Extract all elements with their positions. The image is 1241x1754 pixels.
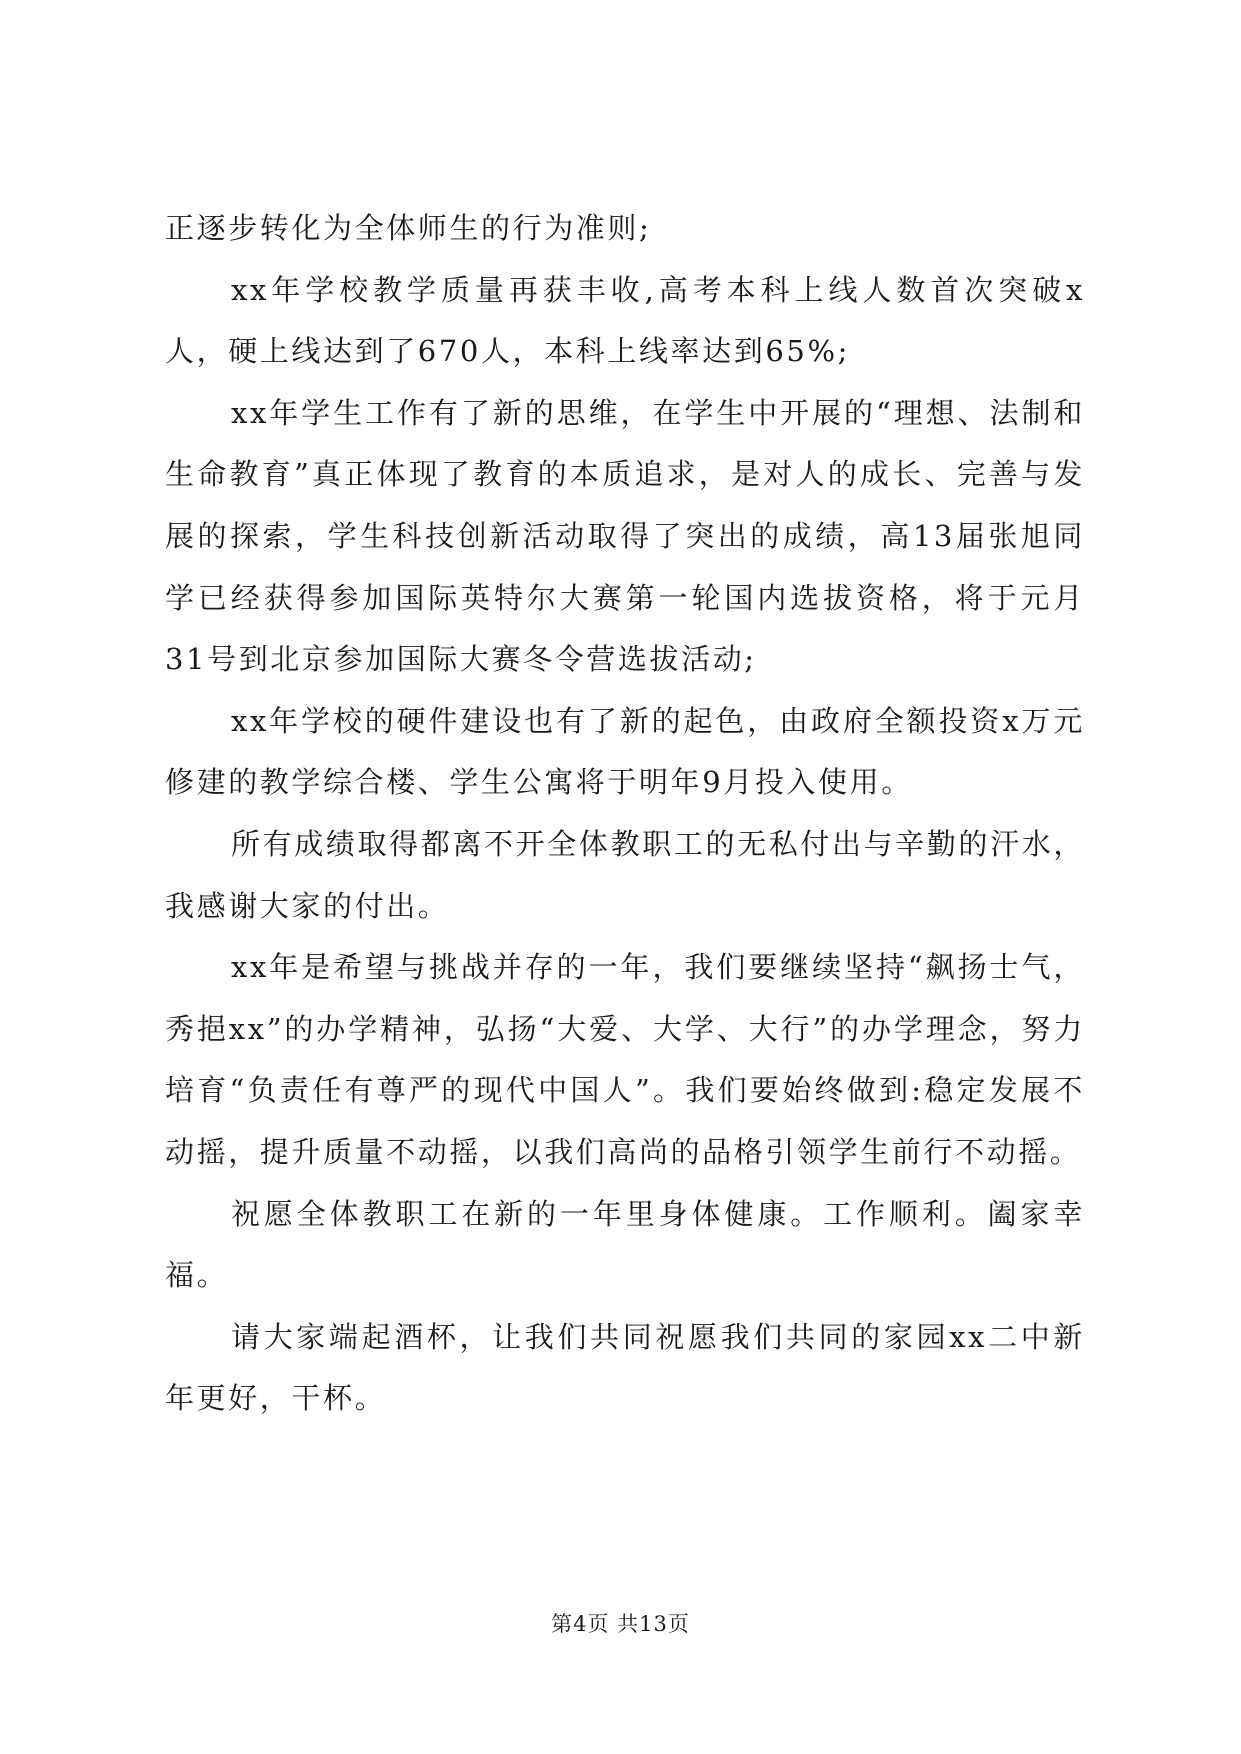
paragraph-5: 所有成绩取得都离不开全体教职工的无私付出与辛勤的汗水，我感谢大家的付出。 <box>165 826 1085 923</box>
paragraph-8: 请大家端起酒杯，让我们共同祝愿我们共同的家园xx二中新年更好，干杯。 <box>165 1319 1085 1416</box>
paragraph-1: 正逐步转化为全体师生的行为准则; <box>165 211 652 245</box>
paragraph-4: xx年学校的硬件建设也有了新的起色，由政府全额投资x万元修建的教学综合楼、学生公寓将于明年9月投入使用。 <box>165 703 1085 800</box>
paragraph-6: xx年是希望与挑战并存的一年，我们要继续坚持“飙扬士气，秀挹xx”的办学精神，弘扬“大爱、大学、大行”的办学理念，努力培育“负责任有尊严的现代中国人”。我们要始终做到:稳定发展不动摇，提升质量不动摇，以我们高尚的品格引领学生前行不动摇。 <box>165 950 1085 1169</box>
paragraph-2: xx年学校教学质量再获丰收,高考本科上线人数首次突破x人，硬上线达到了670人，本科上线率达到65%; <box>165 272 1085 369</box>
paragraph-3: xx年学生工作有了新的思维，在学生中开展的“理想、法制和生命教育”真正体现了教育的本质追求，是对人的成长、完善与发展的探索，学生科技创新活动取得了突出的成绩，高13届张旭同学已经获得参加国际英特尔大赛第一轮国内选拔资格，将于元月31号到北京参加国际大赛冬令营选拔活动; <box>165 395 1085 677</box>
body-text <box>165 198 1085 1430</box>
paragraph-7: 祝愿全体教职工在新的一年里身体健康。工作顺利。阖家幸福。 <box>165 1196 1085 1293</box>
page-number-footer: 第4页 共13页 <box>551 1612 690 1636</box>
